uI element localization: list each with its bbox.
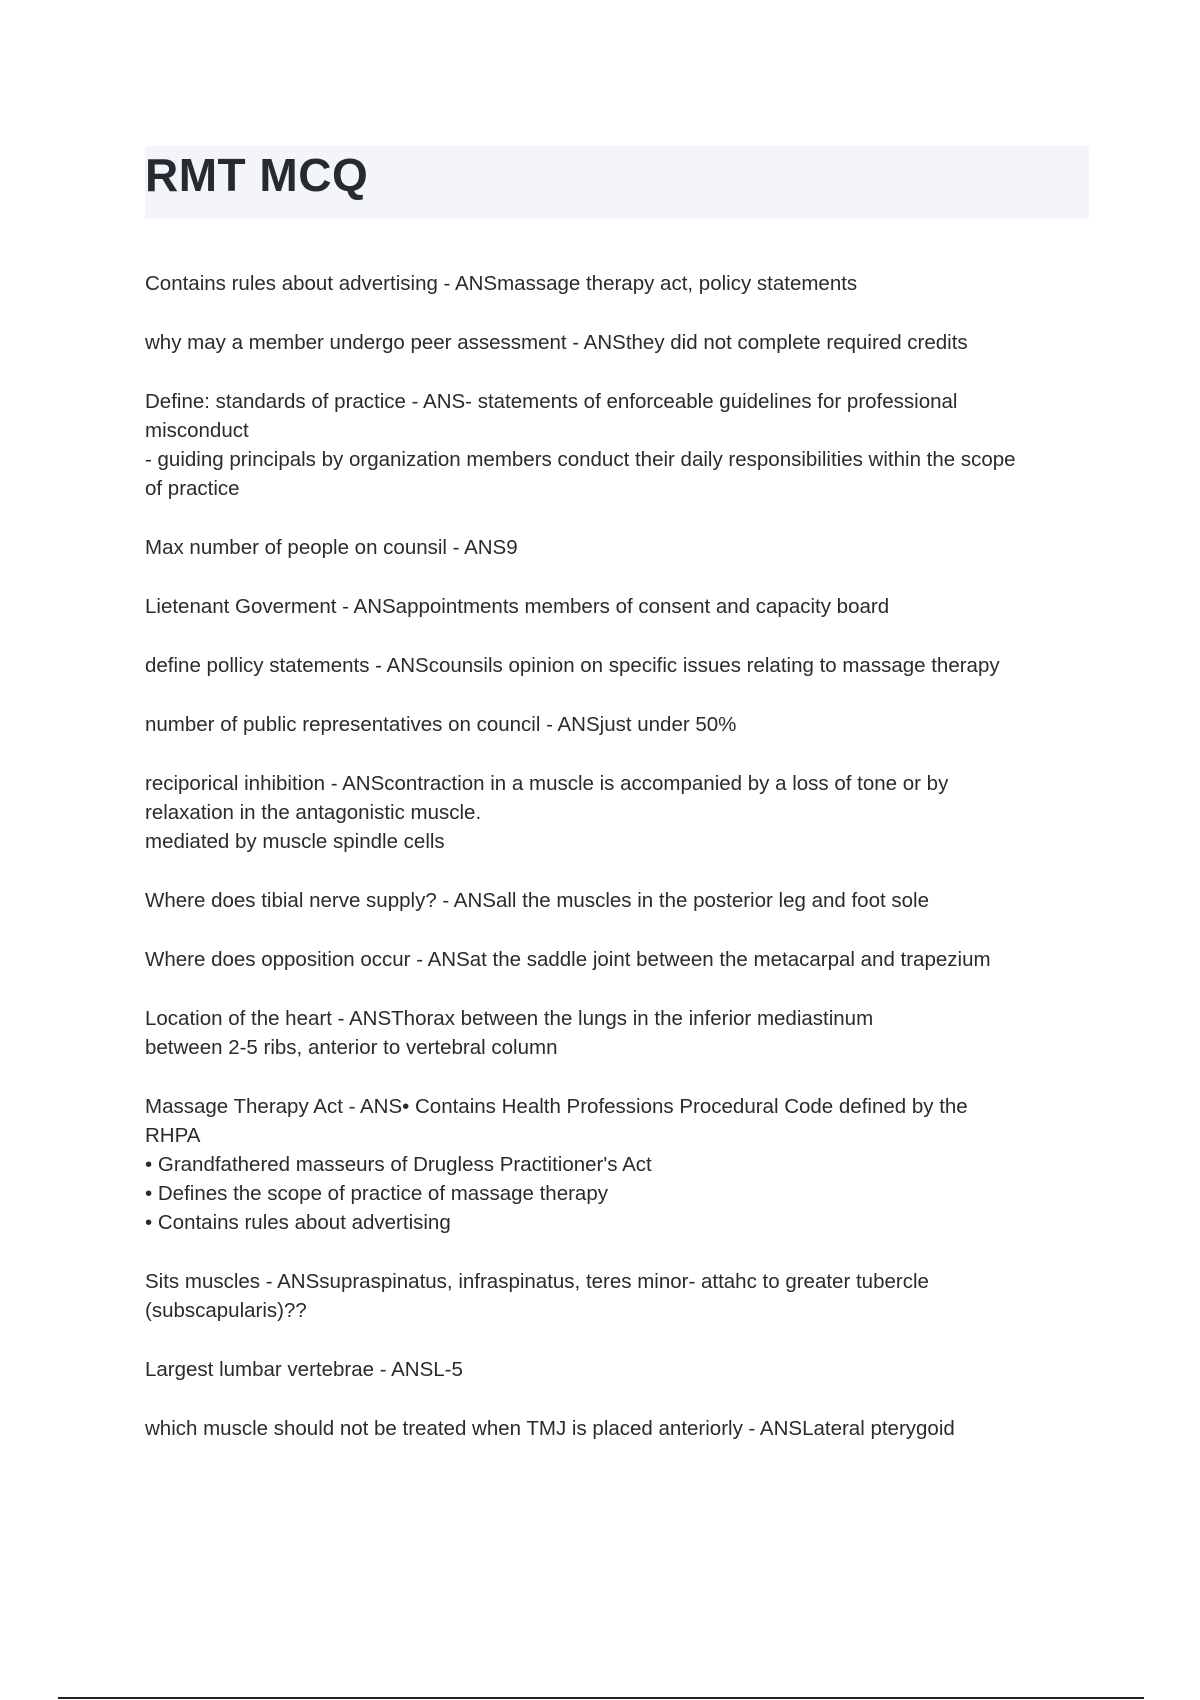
qa-item: Define: standards of practice - ANS- statements of enforceable guidelines for professional misconduct - guiding principals by organization members conduct their daily responsibilities within the scope of practice — [145, 390, 1016, 500]
page-title: RMT MCQ — [145, 149, 369, 201]
footer-divider — [58, 1697, 1144, 1699]
question-answer-list — [145, 269, 1095, 1473]
qa-item: Sits muscles - ANSsupraspinatus, infraspinatus, teres minor- attahc to greater tubercle (subscapularis)?? — [145, 1270, 929, 1322]
qa-item: Where does tibial nerve supply? - ANSall the muscles in the posterior leg and foot sole — [145, 889, 929, 912]
title-banner — [145, 146, 1089, 219]
qa-item: Contains rules about advertising - ANSmassage therapy act, policy statements — [145, 272, 858, 295]
qa-item: Lietenant Goverment - ANSappointments members of consent and capacity board — [145, 595, 890, 618]
qa-item: Massage Therapy Act - ANS• Contains Health Professions Procedural Code defined by the RHPA • Grandfathered masseurs of Drugless Practitioner's Act • Defines the scope of practice of massage therapy • Contains rules about advertising — [145, 1095, 968, 1234]
qa-item: Where does opposition occur - ANSat the saddle joint between the metacarpal and trapezium — [145, 948, 991, 971]
qa-item: define pollicy statements - ANScounsils opinion on specific issues relating to massage therapy — [145, 654, 1000, 677]
qa-item: Location of the heart - ANSThorax between the lungs in the inferior mediastinum between 2-5 ribs, anterior to vertebral column — [145, 1007, 874, 1059]
qa-item: Max number of people on counsil - ANS9 — [145, 536, 518, 559]
qa-item: Largest lumbar vertebrae - ANSL-5 — [145, 1358, 463, 1381]
qa-item: number of public representatives on council - ANSjust under 50% — [145, 713, 737, 736]
qa-item: which muscle should not be treated when TMJ is placed anteriorly - ANSLateral pterygoid — [145, 1417, 955, 1440]
qa-item: reciporical inhibition - ANScontraction in a muscle is accompanied by a loss of tone or by relaxation in the antagonistic muscle. mediated by muscle spindle cells — [145, 772, 949, 853]
qa-item: why may a member undergo peer assessment - ANSthey did not complete required credits — [145, 331, 968, 354]
